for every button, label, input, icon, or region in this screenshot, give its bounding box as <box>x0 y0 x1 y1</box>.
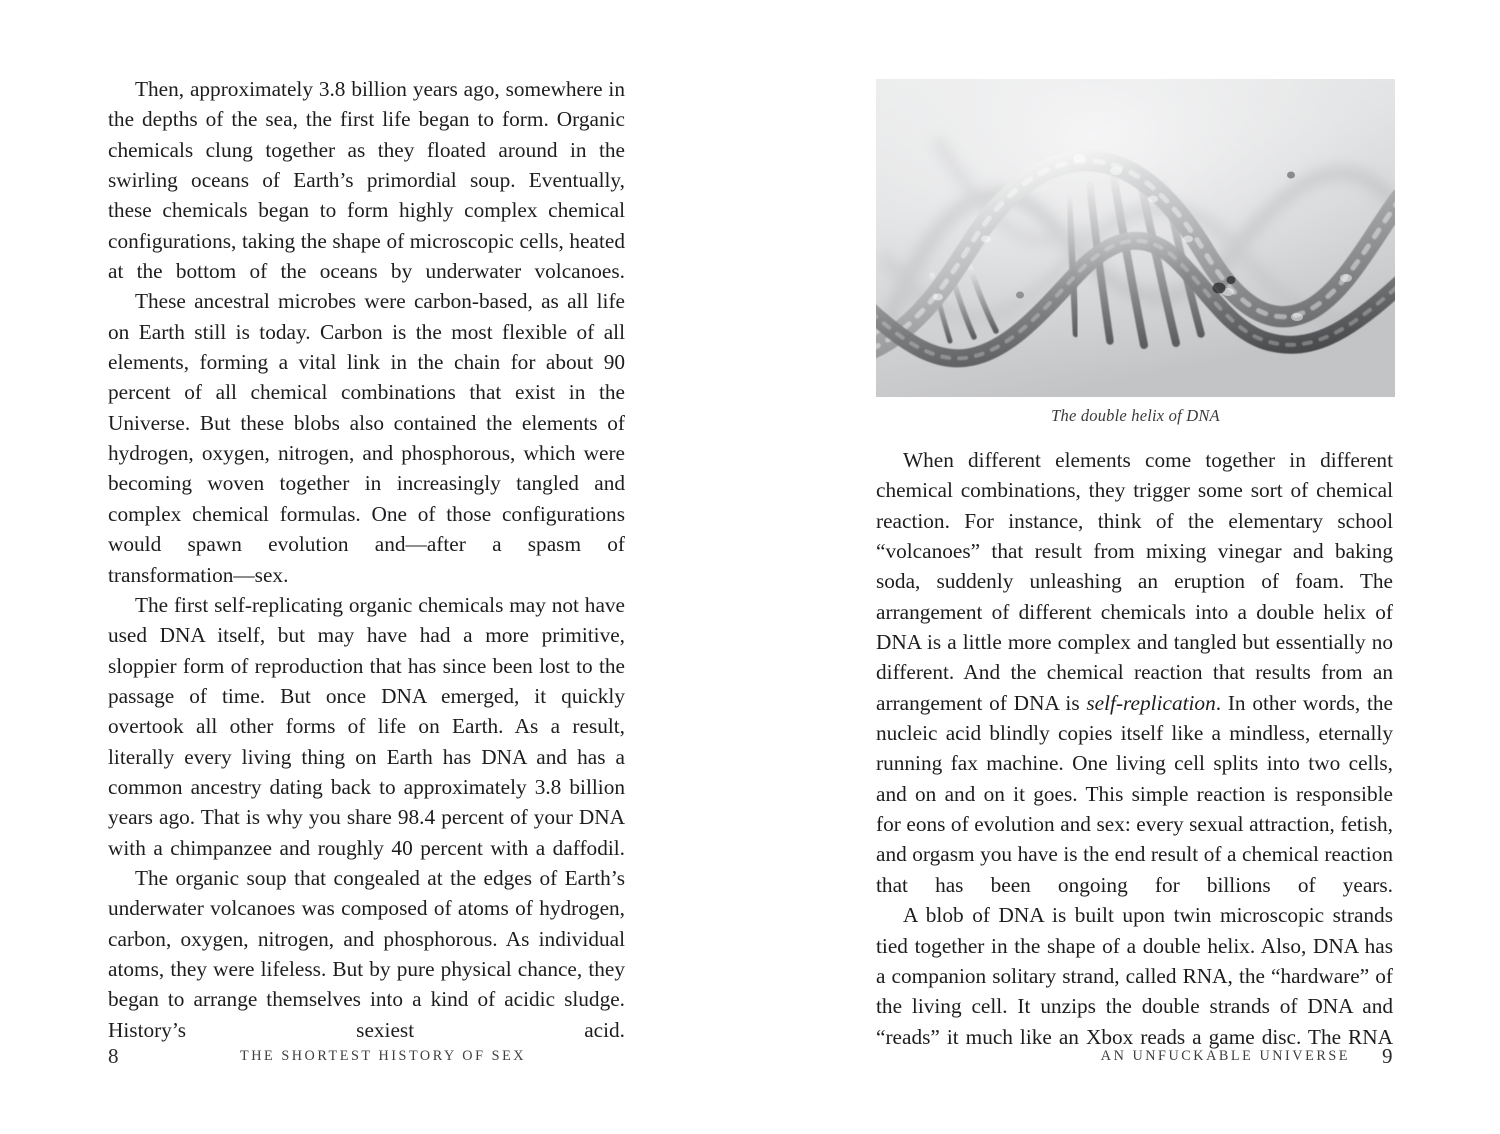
paragraph: The organic soup that congealed at the edges of Earth’s underwater volcanoes was composed of atoms of hydrogen, carbon, oxygen, nitrogen, and phosphorous. As individual atoms, they were lifeless. But by pure physical chance, they began to arrange themselves into a kind of acidic sludge. History’s sexiest acid. <box>108 865 625 1042</box>
paragraph: These ancestral microbes were carbon-based, as all life on Earth still is today. Carbon is the most flexible of all elements, forming a vital link in the chain for about 90 percent of all chemical combinations that exist in the Universe. But these blobs also contained the elements of hydrogen, oxygen, nitrogen, and phosphorous, which were becoming woven together in increasingly tangled and complex chemical formulas. One of those configurations would spawn evolution and—after a spasm of transformation—sex. <box>108 289 625 587</box>
paragraph-run: . In other words, the nucleic acid blindly copies itself like a mindless, eternally running fax machine. One living cell splits into two cells, and on and on it goes. This simple reaction is responsible for eons of evolution and sex: every sexual attraction, fetish, and orgasm you have is the end result of a chemical reaction that has been ongoing for billions of years. <box>876 690 1393 897</box>
paragraph-run: A blob of DNA is built upon twin microscopic strands tied together in the shape of a double helix. Also, DNA has a companion solitary strand, called RNA, the “hardware” of the living cell. It unzips the double strands of DNA and “reads” it much like an Xbox reads a game disc. The RNA <box>876 903 1393 1049</box>
dna-double-helix-photograph <box>876 79 1395 397</box>
right-page-footer <box>750 1044 1500 1134</box>
paragraph: The first self-replicating organic chemicals may not have used DNA itself, but may have had a more primitive, sloppier form of reproduction that has since been lost to the passage of time. But once DNA emerged, it quickly overtook all other forms of life on Earth. As a result, literally every living thing on Earth has DNA and has a common ancestry dating back to approximately 3.8 billion years ago. That is why you share 98.4 percent of your DNA with a chimpanzee and roughly 40 percent with a daffodil. <box>108 592 625 860</box>
running-head: THE SHORTEST HISTORY OF SEX <box>240 1048 527 1064</box>
paragraph <box>876 900 1393 1052</box>
page-number: 9 <box>1382 1044 1393 1068</box>
page-number: 8 <box>108 1044 119 1068</box>
running-head: AN UNFUCKABLE UNIVERSE <box>1100 1048 1350 1064</box>
paragraph: Then, approximately 3.8 billion years ago, somewhere in the depths of the sea, the first life began to form. Organic chemicals clung together as they floated around in the swirling oceans of Earth’s primordial soup. Eventually, these chemicals began to form highly complex chemical configurations, taking the shape of microscopic cells, heated at the bottom of the oceans by underwater volcanoes. <box>108 77 625 284</box>
figure-caption: The double helix of DNA <box>1051 406 1220 425</box>
paragraph-run: When different elements come together in different chemical combinations, they trigger some sort of chemical reaction. For instance, think of the elementary school “volcanoes” that result from mixing vinegar and baking soda, suddenly unleashing an eruption of foam. The arrangement of different chemicals into a double helix of DNA is a little more complex and tangled but essentially no different. And the chemical reaction that results from an arrangement of DNA is <box>876 448 1393 715</box>
left-page-body <box>108 74 625 1045</box>
dna-figure <box>876 79 1395 426</box>
paragraph-run-italic: self-replication <box>1086 690 1216 715</box>
paragraph <box>876 445 1393 900</box>
right-page-body <box>876 445 1393 1052</box>
right-page <box>750 0 1500 1134</box>
left-page-footer <box>0 1044 750 1134</box>
